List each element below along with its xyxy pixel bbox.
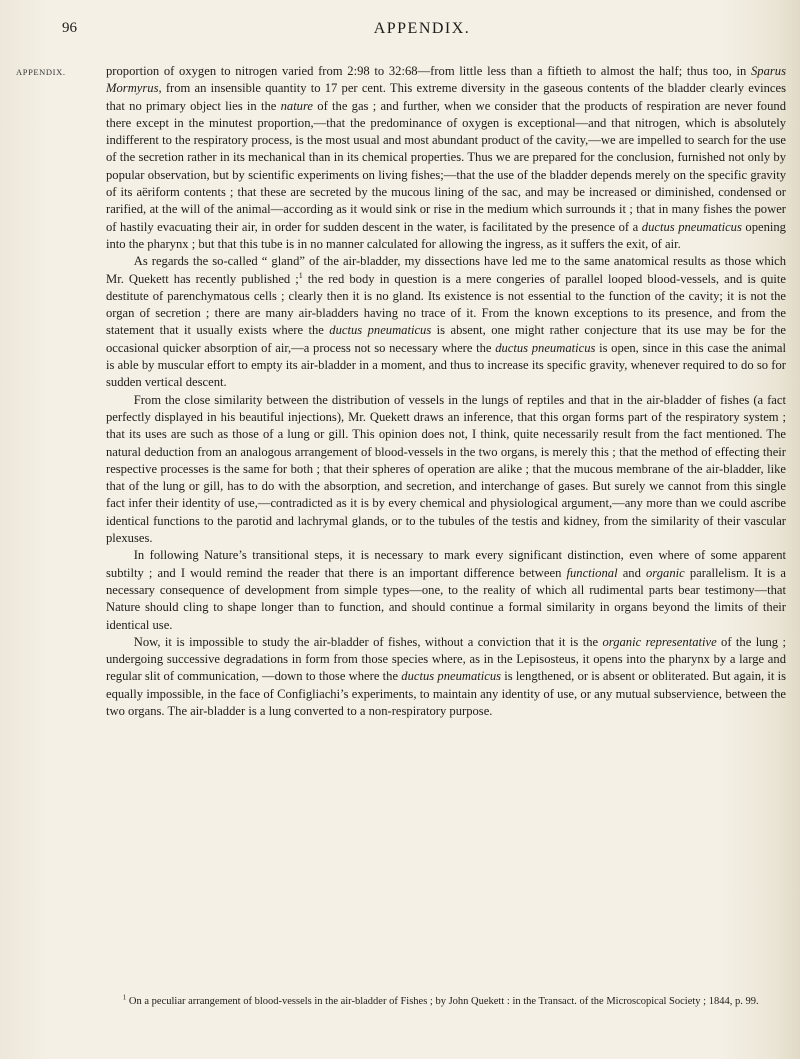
italic-text: organic representative: [602, 634, 717, 649]
paragraph: [106, 392, 786, 548]
italic-text: ductus pneumaticus: [495, 340, 596, 355]
italic-text: organic: [646, 565, 685, 580]
text-run: In following Nature’s transitional steps, it is necessary to mark every significant distinction, even where of some apparent subtilty ; and I would remind the reader that there is an important difference between: [106, 548, 786, 580]
text-run: parallelism. It is a necessary consequence of development from simple types—one, to the reality of which all rudimental parts bear testimony—that Nature should cling to shape longer than to function, and should continue a formal similarity in organs beyond the limits of their identical use.: [106, 565, 786, 632]
footnote-text: On a peculiar arrangement of blood-vessels in the air-bladder of Fishes ; by John Quekett : in the Transact. of the Microscopical Society ; 1844, p. 99.: [126, 996, 759, 1007]
text-run: opening into the pharynx ; but that this tube is in no manner calculated for allowing the ingress, as it suffers the exit, of air.: [106, 219, 786, 251]
text-run: As regards the so-called “ gland” of the air-bladder, my dissections have led me to the same anatomical results as those which Mr. Quekett has recently published ;: [106, 254, 786, 286]
page-header: [62, 20, 782, 44]
paragraph: [106, 547, 786, 633]
text-run: of the gas ; and further, when we consider that the products of respiration are never found there except in the minutest proportion,—that the predominance of oxygen is exceptional—and that nitrogen, which is absolutely indifferent to the respiratory process, is the most usual and most abundant product of the cavity,—we are impelled to search for the use of the secretion rather in its mechanical than in its chemical properties. Thus we are prepared for the conclusion, furnished not only by popular observation, but by scientific experiments on living fishes;—that the use of the bladder depends merely on the specific gravity of its aëriform contents ; that these are secreted by the mucous lining of the sac, and may be increased or diminished, condensed or rarified, at the will of the animal—according as it would sink or rise in the medium which surrounds it ; that in many fishes the power of hastily evacuating their air, in order for sudden descent in the water, is facilitated by the presence of a: [106, 98, 786, 234]
italic-text: ductus pneumaticus: [401, 669, 502, 684]
italic-text: ductus pneumaticus: [329, 323, 432, 338]
italic-text: functional: [566, 565, 618, 580]
text-run: is open, since in this case the animal is able by muscular effort to empty its air-bladder in a moment, and thus to increase its specific gravity, whenever required to do so for sudden vertical descent.: [106, 340, 786, 390]
italic-text: Sparus Mormyrus: [106, 64, 786, 96]
text-run: is lengthened, or is absent or obliterated. But again, it is equally impossible, in the face of Configliachi’s experiments, to maintain any identity of use, or any mutual subservience, between the two organs. The air-bladder is a lung converted to a non-respiratory purpose.: [106, 669, 787, 718]
text-run: the red body in question is a mere congeries of parallel looped blood-vessels, and is quite destitute of parenchymatous cells ; clearly then it is no gland. Its existence is not essential to the function of the cavity; it is not the organ of secretion ; there are many air-bladders having no trace of it. From the known exceptions to its presence, and from the statement that it usually exists where the: [106, 271, 786, 338]
text-run: , from an insensible quantity to 17 per cent. This extreme diversity in the gaseous contents of the bladder clearly evinces that no primary object lies in the: [106, 81, 786, 113]
paragraph: [106, 253, 786, 391]
paragraph: [106, 63, 786, 253]
page-number: 96: [62, 20, 77, 36]
paragraph: [106, 634, 786, 720]
text-run: is absent, one might rather conjecture that its use may be for the occasional quicker absorption of air,—a process not so necessary where the: [106, 323, 787, 355]
footnote-marker: 1: [122, 993, 127, 1002]
italic-text: ductus pneumaticus: [641, 219, 742, 234]
text-run: From the close similarity between the distribution of vessels in the lungs of reptiles and that in the air-bladder of fishes (a fact perfectly displayed in his beautiful injections), Mr. Quekett draws an inference, that this organ forms part of the respiratory system ; that its uses are such as those of a lung or gill. This opinion does not, I think, quite necessarily result from the fact mentioned. The natural deduction from an analogous arrangement of blood-vessels in the two organs, is merely this ; that the method of effecting their respective processes is the same for both ; that their spheres of operation are alike ; that the mucous membrane of the air-bladder, like that of the lung or gill, has to do with the absorption, and secretion, and interchange of gases. But surely we cannot from this single fact infer their identity of use,—contradicted as it is by every chemical and physiological argument,—any more than we could ascribe identical functions to the parotid and lachrymal glands, or to the tubules of the testis and kidney, from the similarity of their vascular plexuses.: [106, 392, 786, 546]
text-run: and: [617, 565, 646, 580]
text-run: Now, it is impossible to study the air-bladder of fishes, without a conviction that it is the: [133, 634, 603, 649]
footnote: [106, 995, 786, 1009]
text-run: of the lung ; undergoing successive degradations in form from those species where, as in the Lepisosteus, it opens into the pharynx by a large and regular slit of communication, —down to those where the: [106, 634, 786, 684]
body-text: [106, 63, 786, 720]
footnote-reference: 1: [298, 270, 303, 280]
margin-note: APPENDIX.: [16, 67, 66, 77]
italic-text: nature: [280, 98, 314, 113]
text-run: proportion of oxygen to nitrogen varied from 2:98 to 32:68—from little less than a fiftieth to almost the half; thus too, in: [106, 64, 751, 78]
running-title: APPENDIX.: [373, 20, 471, 37]
